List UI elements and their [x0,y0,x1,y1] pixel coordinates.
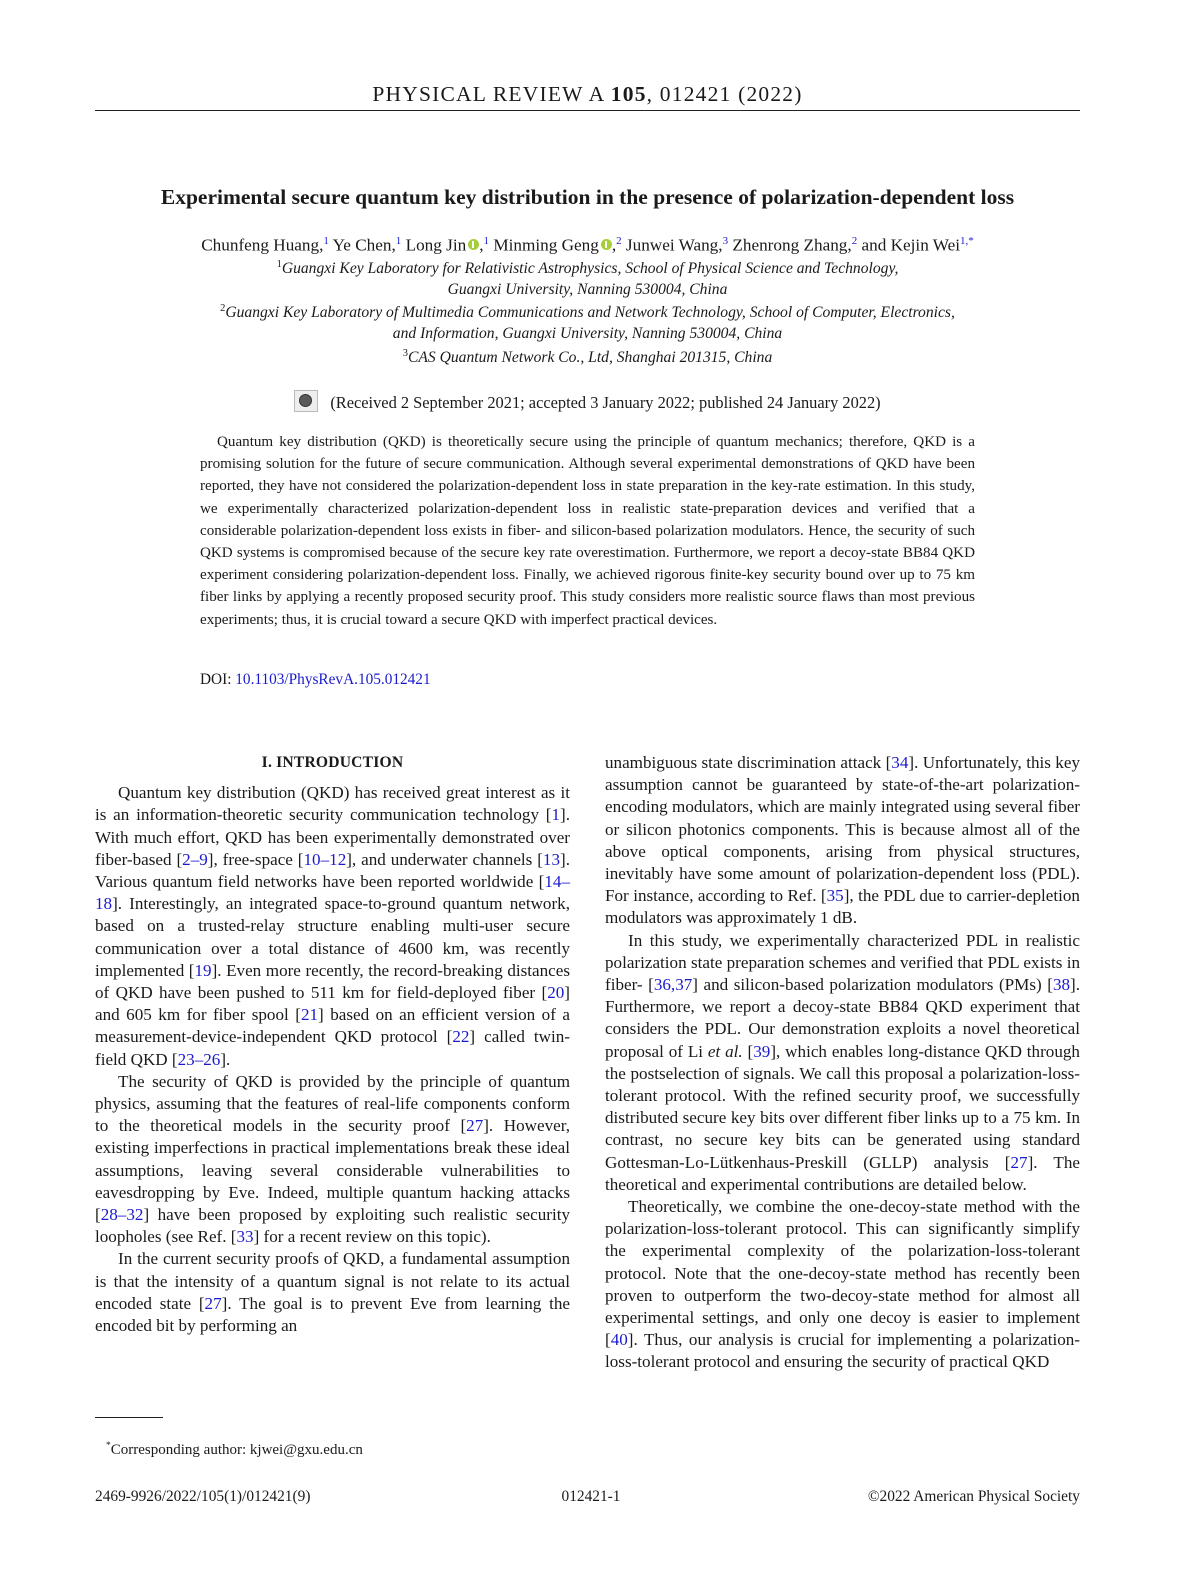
left-column [95,752,570,1337]
author-affil-link[interactable]: 2 [851,235,858,247]
affil-text: Guangxi Key Laboratory of Multimedia Communications and Network Technology, School of Computer, Electronics, [225,304,955,322]
affil-number: 1 [276,259,282,270]
text-run: In this study, we experimentally characterized PDL in realistic polarization state preparation schemes and verified that PDL exists in fiber- [ [605,930,1080,995]
text-run: unambiguous state discrimination attack [ [605,753,892,772]
body-paragraph [95,1071,570,1249]
reference-link[interactable]: 39 [753,1041,771,1061]
text-run: ] called twin-field QKD [ [95,1027,570,1069]
reference-link[interactable]: 2–9 [182,849,208,869]
reference-link[interactable]: 14–18 [95,872,570,914]
author-list: Chunfeng Huang,$^1$ Ye Chen,$^1$ Long Jin ,$^1$ Minming Geng ,$^2$ Junwei Wang,$^3$ Zhenrong Zhang,$^2$ and Kejin Wei$^{1,*}$ [201,235,974,255]
journal-volume: 105 [610,82,647,106]
author-affil-link[interactable]: 1 [483,235,490,247]
footnote-text: Corresponding author: kjwei@gxu.edu.cn [110,1442,363,1458]
journal-header [95,82,1080,107]
header-rule [95,110,1080,111]
reference-link[interactable]: 10–12 [303,849,347,869]
affiliation-1-cont: Guangxi University, Nanning 530004, China [447,281,728,298]
orcid-icon[interactable] [468,239,479,250]
text-run: Quantum key distribution (QKD) has received great interest as it is an information-theoretic security communication technology [ [95,783,570,825]
reference-link[interactable]: 27 [466,1116,484,1136]
reference-link[interactable]: 33 [236,1227,254,1247]
reference-link[interactable]: 40 [610,1330,628,1350]
reference-link[interactable]: 38 [1052,975,1071,995]
text-run: [ [742,1041,754,1061]
affiliation-2-cont: and Information, Guangxi University, Nanning 530004, China [392,325,783,342]
footnote-mark: * [106,1441,111,1451]
text-run: ] and 605 km for fiber spool [ [95,983,570,1025]
affil-text: Guangxi Key Laboratory for Relativistic Astrophysics, School of Physical Science and Technology, [281,260,899,278]
journal-citation: , 012421 (2022) [646,82,803,106]
author-affil-link[interactable]: 2 [616,235,622,247]
reference-link[interactable]: 27 [204,1293,222,1313]
text-run: ]. Even more recently, the record-breaking distances of QKD have been pushed to 511 km for field-deployed fiber [ [95,960,570,1003]
author-name: Junwei Wang, [625,235,723,255]
author-name: Long Jin [405,235,467,255]
body-paragraph [605,1196,1080,1374]
affiliation-3 [95,348,1080,367]
text-run: ]. The theoretical and experimental contributions are detailed below. [605,1152,1080,1194]
text-run: ]. [220,1049,231,1069]
text-run: ]. Thus, our analysis is crucial for implementing a polarization-loss-tolerant protocol and ensuring the security of practical QKD [605,1330,1080,1372]
body-paragraph [605,752,1080,930]
text-run: ] based on an efficient version of a measurement-device-independent QKD protocol [ [95,1005,570,1047]
body-paragraph [95,782,570,1071]
author-name: and Kejin Wei [861,235,961,255]
reference-link[interactable]: 22 [452,1027,470,1047]
author-affil-link[interactable]: 3 [722,235,729,247]
affiliation-2 [95,303,1080,322]
text-run: ]. With much effort, QKD has been experimentally demonstrated over fiber-based [ [95,805,570,869]
body-paragraph [605,930,1080,1196]
reference-link[interactable]: 21 [300,1005,319,1025]
footer-issn: 2469-9926/2022/105(1)/012421(9) [95,1488,311,1505]
text-run: ]. Unfortunately, this key assumption cannot be guaranteed by state-of-the-art polarization-encoding modulators, which are mainly integrated using several fiber or silicon photonics components. This is because almost all of the above optical components, arising from physical structures, inevitably have some amount of polarization-dependent loss (PDL). For instance, according to Ref. [ [605,753,1080,906]
doi-label: DOI: [200,671,232,688]
text-run: ], the PDL due to carrier-depletion modulators was approximately 1 dB. [605,886,1080,928]
crossmark-icon[interactable] [294,390,318,412]
reference-link[interactable]: 23–26 [177,1049,221,1069]
text-run: ], which enables long-distance QKD through the postselection of signals. We call this proposal a polarization-loss-tolerant protocol. With the refined security proof, we successfully distributed secure key bits over different fiber links up to a 75 km. In contrast, no secure key bits can be generated using standard Gottesman-Lo-Lütkenhaus-Preskill (GLLP) analysis [ [605,1041,1080,1172]
abstract: Quantum key distribution (QKD) is theoretically secure using the principle of quantum mechanics; therefore, QKD is a promising solution for the future of secure communication. Although several experimental demonstrations of QKD have been reported, they have not considered the polarization-dependent loss in state preparation in the key-rate estimation. In this study, we experimentally characterized polarization-dependent loss in realistic state-preparation devices and verified that a considerable polarization-dependent loss exists in fiber- and silicon-based polarization modulators. Hence, the security of such QKD systems is compromised because of the secure key rate overestimation. Furthermore, we report a decoy-state BB84 QKD experiment considering polarization-dependent loss. Finally, we achieved rigorous finite-key security bound over up to 75 km fiber links by applying a recently proposed security proof. This study considers more realistic source flaws than most previous experiments; thus, it is crucial toward a secure QKD with imperfect practical devices. [200,434,975,628]
author-name: Zhenrong Zhang, [732,235,852,255]
right-paragraphs [605,752,1080,1374]
right-column [605,752,1080,1374]
text-run: ], and underwater channels [ [346,849,543,869]
text-run: ] and silicon-based polarization modulators (PMs) [ [692,975,1053,995]
author-name: Minming Geng [493,235,599,255]
affil-number: 2 [220,303,226,314]
footnote-rule [95,1417,163,1418]
affil-text: CAS Quantum Network Co., Ltd, Shanghai 201315, China [407,349,773,367]
text-run: In the current security proofs of QKD, a fundamental assumption is that the intensity of a quantum signal is not relate to its actual encoded state [ [95,1249,570,1313]
footer-copyright: ©2022 American Physical Society [867,1488,1080,1505]
text-run: ]. Furthermore, we report a decoy-state BB84 QKD experiment that considers the PDL. Our demonstration exploits a novel theoretical proposal of Li [605,975,1080,1061]
reference-link[interactable]: 34 [891,753,909,772]
author-affil-link[interactable]: 1,* [960,235,974,247]
body-paragraph [95,1248,570,1337]
reference-link[interactable]: 28–32 [100,1205,144,1225]
italic-text: et al. [707,1041,743,1061]
author-name: Chunfeng Huang, [201,235,324,255]
reference-link[interactable]: 35 [826,886,844,906]
reference-link[interactable]: 13 [542,849,561,869]
text-run: ]. Interestingly, an integrated space-to-ground quantum network, based on a trusted-relay structure enabling multi-user secure communication over a total distance of 4600 km, was recently implemented [ [95,894,570,980]
text-run: ] for a recent review on this topic). [253,1227,491,1247]
text-run: ]. The goal is to prevent Eve from learning the encoded bit by performing an [95,1293,570,1336]
text-run: The security of QKD is provided by the principle of quantum physics, assuming that the features of real-life components conform to the theoretical models in the security proof [ [95,1071,570,1136]
orcid-icon[interactable] [601,239,612,250]
text-run: ]. Various quantum field networks have been reported worldwide [ [95,849,570,892]
publication-history [95,390,1080,413]
reference-link[interactable]: 1 [551,805,561,825]
doi-link[interactable]: 10.1103/PhysRevA.105.012421 [235,671,431,688]
doi-line [200,671,431,689]
left-paragraphs [95,782,570,1337]
reference-link[interactable]: 20 [547,983,565,1003]
author-affil-link[interactable]: 1 [395,235,402,247]
reference-link[interactable]: 27 [1010,1152,1028,1172]
affil-number: 3 [402,348,408,359]
reference-link[interactable]: 19 [194,960,212,980]
text-run: Theoretically, we combine the one-decoy-state method with the polarization-loss-tolerant protocol. This can significantly simplify the experimental complexity of the polarization-loss-tolerant protocol. Note that the one-decoy-state method has recently been proven to outperform the two-decoy-state method for almost all experimental settings, and only one decoy is easier to implement [ [605,1197,1080,1350]
reference-link[interactable]: 36,37 [653,975,693,995]
history-text: (Received 2 September 2021; accepted 3 January 2022; published 24 January 2022) [330,393,881,412]
author-affil-link[interactable]: 1 [323,235,329,247]
text-run: ] have been proposed by exploiting such realistic security loopholes (see Ref. [ [95,1205,570,1247]
footnote [106,1441,363,1459]
affiliation-1 [95,259,1080,278]
author-name: Ye Chen, [332,235,396,255]
section-heading: I. INTRODUCTION [261,754,404,771]
footer-page-number: 012421-1 [561,1488,621,1505]
text-run: ], free-space [ [207,849,304,869]
text-run: ]. However, existing imperfections in practical implementations break these ideal assumptions, leaving several considerable vulnerabilities to eavesdropping by Eve. Indeed, multiple quantum hacking attacks [ [95,1116,570,1225]
journal-name: PHYSICAL REVIEW A [372,82,605,106]
paper-title: Experimental secure quantum key distribution in the presence of polarization-dependent loss [160,185,1015,209]
